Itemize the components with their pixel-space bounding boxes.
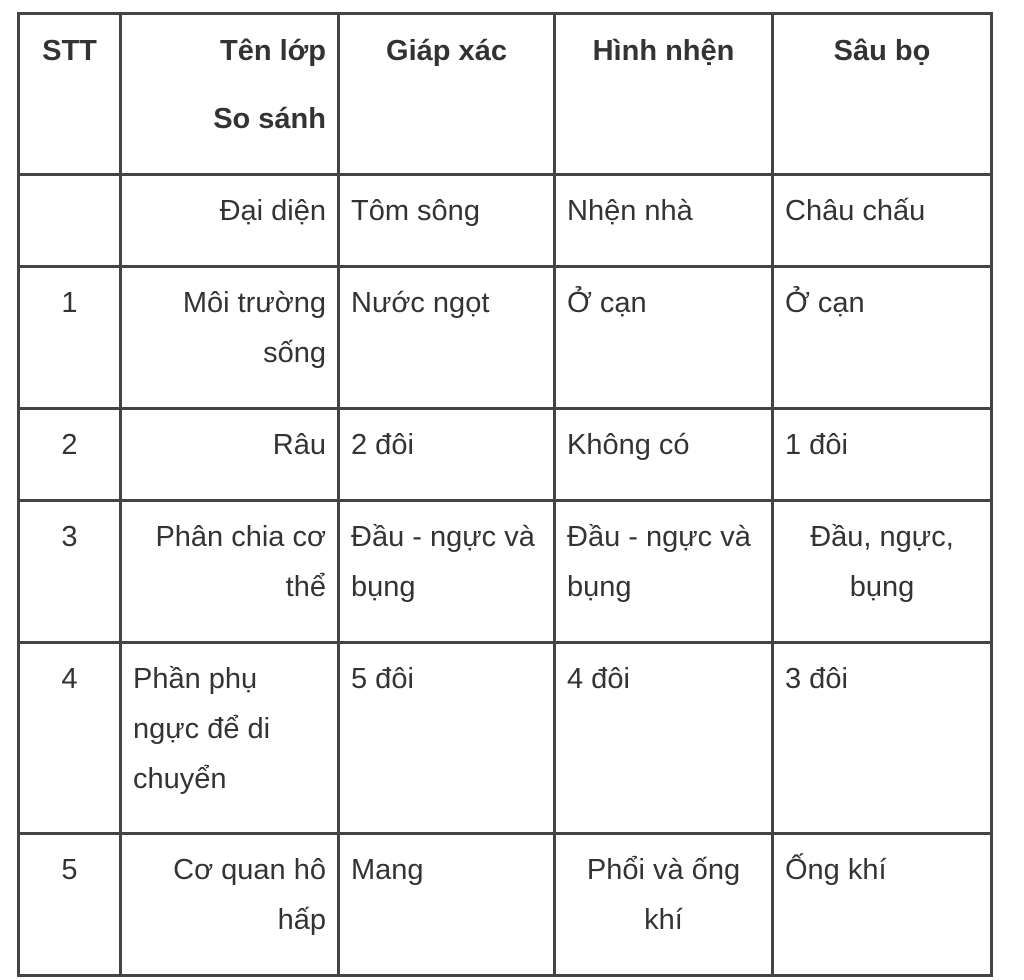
header-sau-bo: Sâu bọ — [773, 14, 992, 175]
cell-sau-bo: Châu chấu — [773, 175, 992, 267]
cell-hinh-nhen: Nhện nhà — [555, 175, 773, 267]
table-row — [19, 501, 992, 643]
cell-sau-bo: Đầu, ngực, bụng — [773, 501, 992, 643]
row-criterion: Đại diện — [121, 175, 339, 267]
cell-hinh-nhen: Đầu - ngực và bụng — [555, 501, 773, 643]
cell-giap-xac: Đầu - ngực và bụng — [339, 501, 555, 643]
row-stt: 5 — [19, 834, 121, 976]
table-row — [19, 409, 992, 501]
cell-giap-xac: Tôm sông — [339, 175, 555, 267]
row-criterion: Môi trường sống — [121, 267, 339, 409]
cell-sau-bo: 3 đôi — [773, 643, 992, 834]
header-hinh-nhen: Hình nhện — [555, 14, 773, 175]
cell-hinh-nhen: Không có — [555, 409, 773, 501]
cell-hinh-nhen: 4 đôi — [555, 643, 773, 834]
table-row — [19, 834, 992, 976]
table-row — [19, 643, 992, 834]
cell-hinh-nhen: Phổi và ống khí — [555, 834, 773, 976]
cell-hinh-nhen: Ở cạn — [555, 267, 773, 409]
cell-giap-xac: 2 đôi — [339, 409, 555, 501]
header-compare — [121, 14, 339, 175]
row-criterion: Cơ quan hô hấp — [121, 834, 339, 976]
row-stt: 2 — [19, 409, 121, 501]
header-stt: STT — [19, 14, 121, 175]
row-stt: 4 — [19, 643, 121, 834]
row-criterion: Phần phụ ngực để di chuyển — [121, 643, 339, 834]
row-stt: 1 — [19, 267, 121, 409]
cell-sau-bo: 1 đôi — [773, 409, 992, 501]
table-row — [19, 267, 992, 409]
row-criterion: Râu — [121, 409, 339, 501]
table-row — [19, 175, 992, 267]
header-row — [19, 14, 992, 175]
cell-sau-bo: Ở cạn — [773, 267, 992, 409]
cell-sau-bo: Ống khí — [773, 834, 992, 976]
cell-giap-xac: Nước ngọt — [339, 267, 555, 409]
cell-giap-xac: 5 đôi — [339, 643, 555, 834]
cell-giap-xac: Mang — [339, 834, 555, 976]
header-class-name: Tên lớp — [219, 35, 326, 67]
row-stt: 3 — [19, 501, 121, 643]
row-criterion: Phân chia cơ thể — [121, 501, 339, 643]
header-giap-xac: Giáp xác — [339, 14, 555, 175]
comparison-table — [17, 12, 993, 977]
header-comparison: So sánh — [213, 103, 326, 135]
row-stt — [19, 175, 121, 267]
